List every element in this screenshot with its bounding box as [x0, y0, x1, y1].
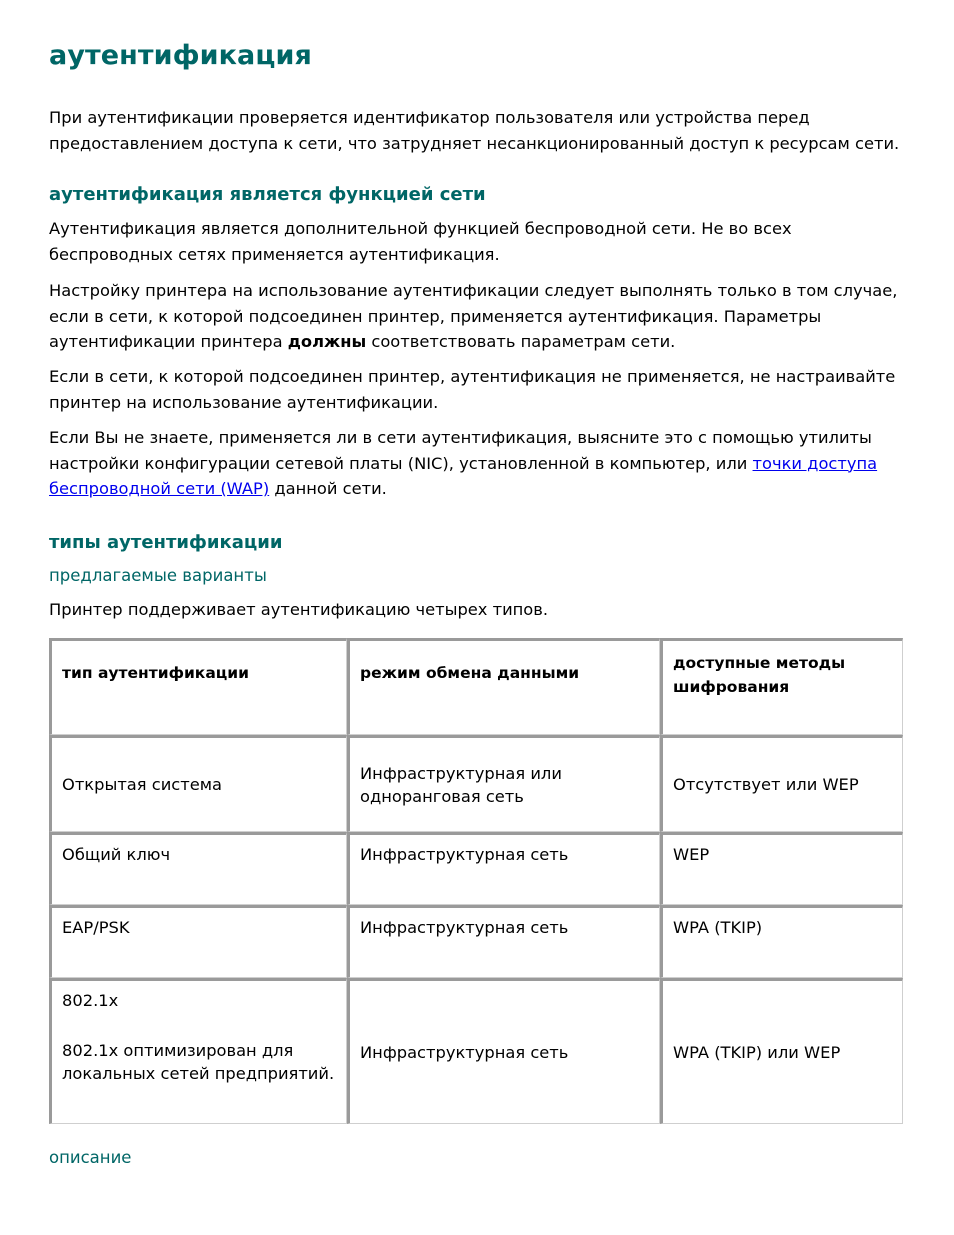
- table-header-cell: режим обмена данными: [347, 638, 660, 735]
- table-cell: Инфраструктурная сеть: [347, 832, 660, 905]
- subheading-description: описание: [49, 1148, 132, 1167]
- section-heading-network-function: аутентификация является функцией сети: [49, 184, 486, 205]
- table-cell: WPA (TKIP): [660, 905, 903, 978]
- paragraph-printer-settings: Настройку принтера на использование аутентификации следует выполнять только в том случае, если в сети, к которой подсоединен принтер, применяется аутентификация. Параметры аутентификации принтера должны соответствовать параметрам сети.: [49, 281, 898, 351]
- table-cell: WPA (TKIP) или WEP: [660, 978, 903, 1124]
- table-row: [49, 978, 903, 1124]
- table-cell-note: 802.1x оптимизирован для локальных сетей предприятий.: [62, 1041, 335, 1083]
- table-cell: Открытая система: [49, 735, 347, 832]
- intro-paragraph: При аутентификации проверяется идентификатор пользователя или устройства перед предоставлением доступа к сети, что затрудняет несанкционированный доступ к ресурсам сети.: [49, 108, 900, 153]
- table-cell: Инфраструктурная сеть: [347, 978, 660, 1124]
- table-cell: Инфраструктурная сеть: [347, 905, 660, 978]
- table-header-row: [49, 638, 903, 735]
- table-cell: EAP/PSK: [49, 905, 347, 978]
- table-row: [49, 832, 903, 905]
- table-cell: 802.1x 802.1x оптимизирован для локальных сетей предприятий.: [49, 978, 347, 1124]
- paragraph-no-auth: Если в сети, к которой подсоединен принтер, аутентификация не применяется, не настраивайте принтер на использование аутентификации.: [49, 367, 896, 412]
- paragraph-optional-function: Аутентификация является дополнительной функцией беспроводной сети. Не во всех беспроводных сетях применяется аутентификация.: [49, 219, 792, 264]
- table-header-cell: доступные методы шифрования: [660, 638, 903, 735]
- page-title: аутентификация: [49, 40, 312, 71]
- table-cell: Отсутствует или WEP: [660, 735, 903, 832]
- wap-link[interactable]: точки доступа беспроводной сети (WAP): [49, 453, 878, 498]
- paragraph-unknown-auth: Если Вы не знаете, применяется ли в сети аутентификация, выясните это с помощью утилиты настройки конфигурации сетевой платы (NIC), установленной в компьютер, или точки доступа беспроводной сети (WAP) данной сети.: [49, 428, 878, 498]
- table-cell: Инфраструктурная или одноранговая сеть: [347, 735, 660, 832]
- subheading-options: предлагаемые варианты: [49, 566, 267, 585]
- table-row: [49, 735, 903, 832]
- table-cell: Общий ключ: [49, 832, 347, 905]
- section-heading-auth-types: типы аутентификации: [49, 532, 283, 553]
- table-row: [49, 905, 903, 978]
- table-header-cell: тип аутентификации: [49, 638, 347, 735]
- auth-types-table: [49, 638, 903, 1124]
- table-cell: WEP: [660, 832, 903, 905]
- emphasis-must: должны: [287, 332, 367, 351]
- paragraph-four-types: Принтер поддерживает аутентификацию четырех типов.: [49, 600, 549, 619]
